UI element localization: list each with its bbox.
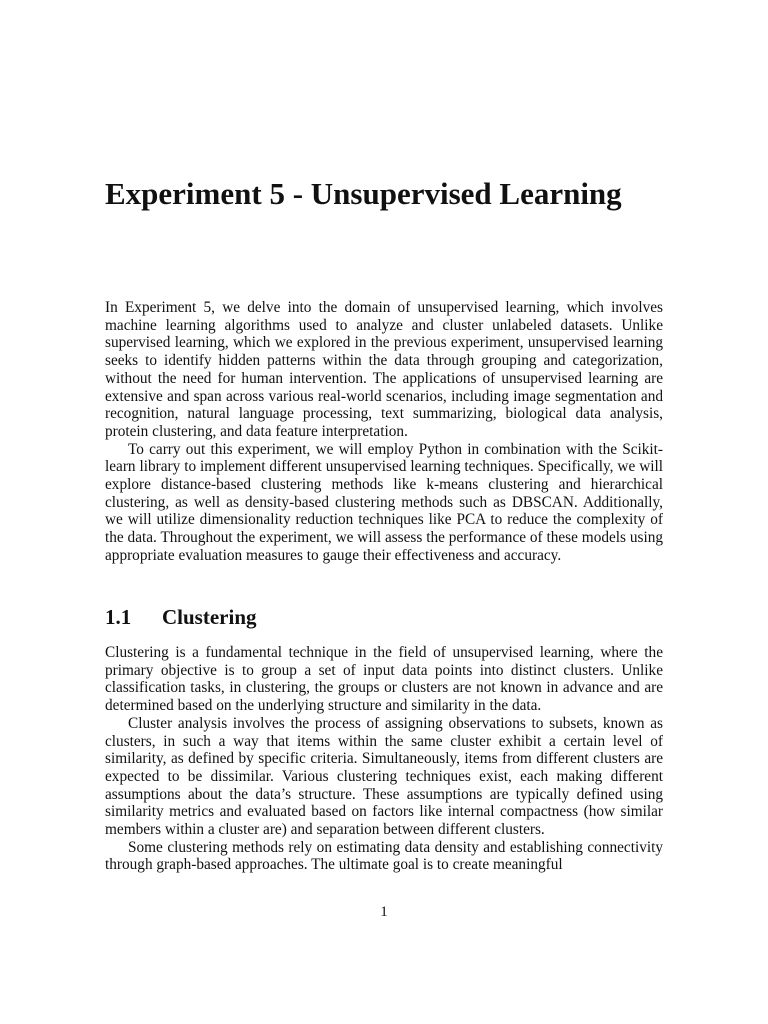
section-heading (105, 603, 257, 631)
section-title: Clustering (162, 605, 257, 629)
section-paragraph: Some clustering methods rely on estimating data density and establishing connectivity through graph-based approaches. The ultimate goal is to create meaningful (105, 838, 663, 874)
intro-text (105, 299, 663, 565)
intro-paragraph: To carry out this experiment, we will employ Python in combination with the Scikit-learn library to implement different unsupervised learning techniques. Specifically, we will explore distance-based clustering methods like k-means clustering and hierarchical clustering, as well as density-based clustering methods such as DBSCAN. Additionally, we will utilize dimensionality reduction techniques like PCA to reduce the complexity of the data. Throughout the experiment, we will assess the performance of these models using appropriate evaluation measures to gauge their effectiveness and accuracy. (105, 440, 663, 564)
section-paragraph: Clustering is a fundamental technique in the field of unsupervised learning, where the primary objective is to group a set of input data points into distinct clusters. Unlike classification tasks, in clustering, the groups or clusters are not known in advance and are determined based on the underlying structure and similarity in the data. (105, 644, 663, 715)
chapter-title: Experiment 5 - Unsupervised Learning (105, 176, 622, 211)
clustering-text (105, 644, 663, 874)
page-number: 1 (380, 904, 388, 920)
section-paragraph: Cluster analysis involves the process of assigning observations to subsets, known as clusters, in such a way that items within the same cluster exhibit a certain level of similarity, as defined by specific criteria. Simultaneously, items from different clusters are expected to be dissimilar. Various clustering techniques exist, each making different assumptions about the data’s structure. These assumptions are typically defined using similarity metrics and evaluated based on factors like internal compactness (how similar members within a cluster are) and separation between different clusters. (105, 714, 663, 839)
section-number: 1.1 (105, 605, 132, 629)
intro-paragraph: In Experiment 5, we delve into the domain of unsupervised learning, which involves machine learning algorithms used to analyze and cluster unlabeled datasets. Unlike supervised learning, which we explored in the previous experiment, unsupervised learning seeks to identify hidden patterns within the data through grouping and categorization, without the need for human intervention. The applications of unsupervised learning are extensive and span across various real-world scenarios, including image segmentation and recognition, natural language processing, text summarizing, biological data analysis, protein clustering, and data feature interpretation. (105, 299, 663, 440)
